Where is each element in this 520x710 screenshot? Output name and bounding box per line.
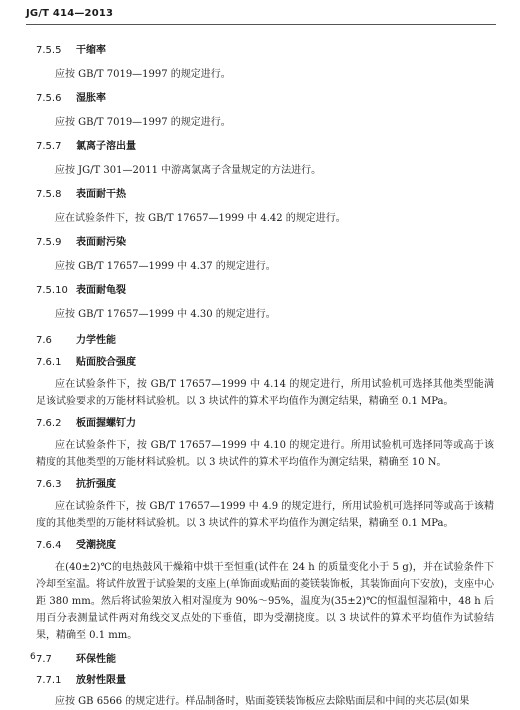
section-heading bbox=[36, 417, 494, 430]
section-number: 7.6.1 bbox=[36, 357, 62, 368]
section-title: 氯离子溶出量 bbox=[76, 141, 136, 152]
section-number: 7.5.8 bbox=[36, 189, 62, 200]
section-number: 7.6 bbox=[36, 335, 52, 346]
section-paragraph: 应按 GB/T 7019—1997 的规定进行。 bbox=[55, 69, 231, 80]
section-heading bbox=[36, 236, 494, 249]
standard-code-header: JG/T 414—2013 bbox=[26, 8, 114, 19]
section-paragraph: 应按 GB/T 7019—1997 的规定进行。 bbox=[55, 117, 231, 128]
section-paragraph: 应在试验条件下，按 GB/T 17657—1999 中 4.9 的规定进行，所用试验机可选择同等或高于该精度的其他类型的万能材料试验机。以 3 块试件的算术平均值作为测定结果，精确至 0.1 MPa。 bbox=[36, 501, 494, 529]
section-number: 7.5.6 bbox=[36, 93, 62, 104]
section-paragraph: 应按 GB/T 17657—1999 中 4.30 的规定进行。 bbox=[55, 309, 276, 320]
section-heading bbox=[36, 334, 494, 347]
section-heading bbox=[36, 284, 494, 297]
section-number: 7.5.5 bbox=[36, 45, 62, 56]
section-title: 板面握螺钉力 bbox=[76, 418, 136, 429]
section-heading bbox=[36, 356, 494, 369]
section-paragraph: 应在试验条件下，按 GB/T 17657—1999 中 4.14 的规定进行，所用试验机可选择其他类型能满足该试验要求的万能材料试验机。以 3 块试件的算术平均值作为测定结果，精确至 0.1 MPa。 bbox=[36, 379, 494, 407]
section-paragraph: 应按 JG/T 301—2011 中游离氯离子含量规定的方法进行。 bbox=[55, 165, 322, 176]
page-number: 6 bbox=[30, 652, 36, 662]
section-title: 受潮挠度 bbox=[76, 540, 116, 551]
section-number: 7.5.10 bbox=[36, 285, 68, 296]
section-heading bbox=[36, 478, 494, 491]
section-paragraph: 应按 GB 6566 的规定进行。样品制备时，贴面菱镁装饰板应去除贴面层和中间的夹芯层(如果 bbox=[55, 696, 470, 707]
section-number: 7.6.4 bbox=[36, 540, 62, 551]
header-rule bbox=[26, 24, 496, 25]
section-title: 力学性能 bbox=[76, 335, 116, 346]
section-title: 放射性限量 bbox=[76, 675, 126, 686]
section-heading bbox=[36, 140, 494, 153]
section-heading bbox=[36, 653, 494, 666]
section-number: 7.5.7 bbox=[36, 141, 62, 152]
section-number: 7.6.2 bbox=[36, 418, 62, 429]
section-number: 7.7 bbox=[36, 654, 52, 665]
section-heading bbox=[36, 92, 494, 105]
section-paragraph: 在(40±2)℃的电热鼓风干燥箱中烘干至恒重(试件在 24 h 的质量变化小于 5 g)，并在试验条件下冷却至室温。将试件放置于试验架的支座上(单饰面或贴面的菱镁装饰板，其装饰面向下安放)，支座中心距 380 mm。然后将试验架放入相对湿度为 90%～95%，温度为(35±2)℃的恒温恒湿箱中，48 h 后用百分表测量试件两对角线交叉点处的下垂值，即为受潮挠度。以 3 块试件的算术平均值作为试验结果，精确至 0.1 mm。 bbox=[36, 562, 494, 641]
section-paragraph: 应按 GB/T 17657—1999 中 4.37 的规定进行。 bbox=[55, 261, 276, 272]
section-heading bbox=[36, 44, 494, 57]
section-paragraph: 应在试验条件下，按 GB/T 17657—1999 中 4.42 的规定进行。 bbox=[55, 213, 346, 224]
section-title: 湿胀率 bbox=[76, 93, 106, 104]
section-heading bbox=[36, 188, 494, 201]
section-paragraph: 应在试验条件下，按 GB/T 17657—1999 中 4.10 的规定进行。所用试验机可选择同等或高于该精度的其他类型的万能材料试验机。以 3 块试件的算术平均值作为测定结果，精确至 10 N。 bbox=[36, 440, 494, 468]
section-title: 环保性能 bbox=[76, 654, 116, 665]
section-title: 抗折强度 bbox=[76, 479, 116, 490]
section-heading bbox=[36, 539, 494, 552]
section-title: 表面耐干热 bbox=[76, 189, 126, 200]
section-title: 表面耐污染 bbox=[76, 237, 126, 248]
section-number: 7.6.3 bbox=[36, 479, 62, 490]
section-title: 表面耐龟裂 bbox=[76, 285, 126, 296]
section-number: 7.7.1 bbox=[36, 675, 62, 686]
section-number: 7.5.9 bbox=[36, 237, 62, 248]
section-title: 干缩率 bbox=[76, 45, 106, 56]
section-title: 贴面胶合强度 bbox=[76, 357, 136, 368]
document-body bbox=[36, 32, 494, 710]
